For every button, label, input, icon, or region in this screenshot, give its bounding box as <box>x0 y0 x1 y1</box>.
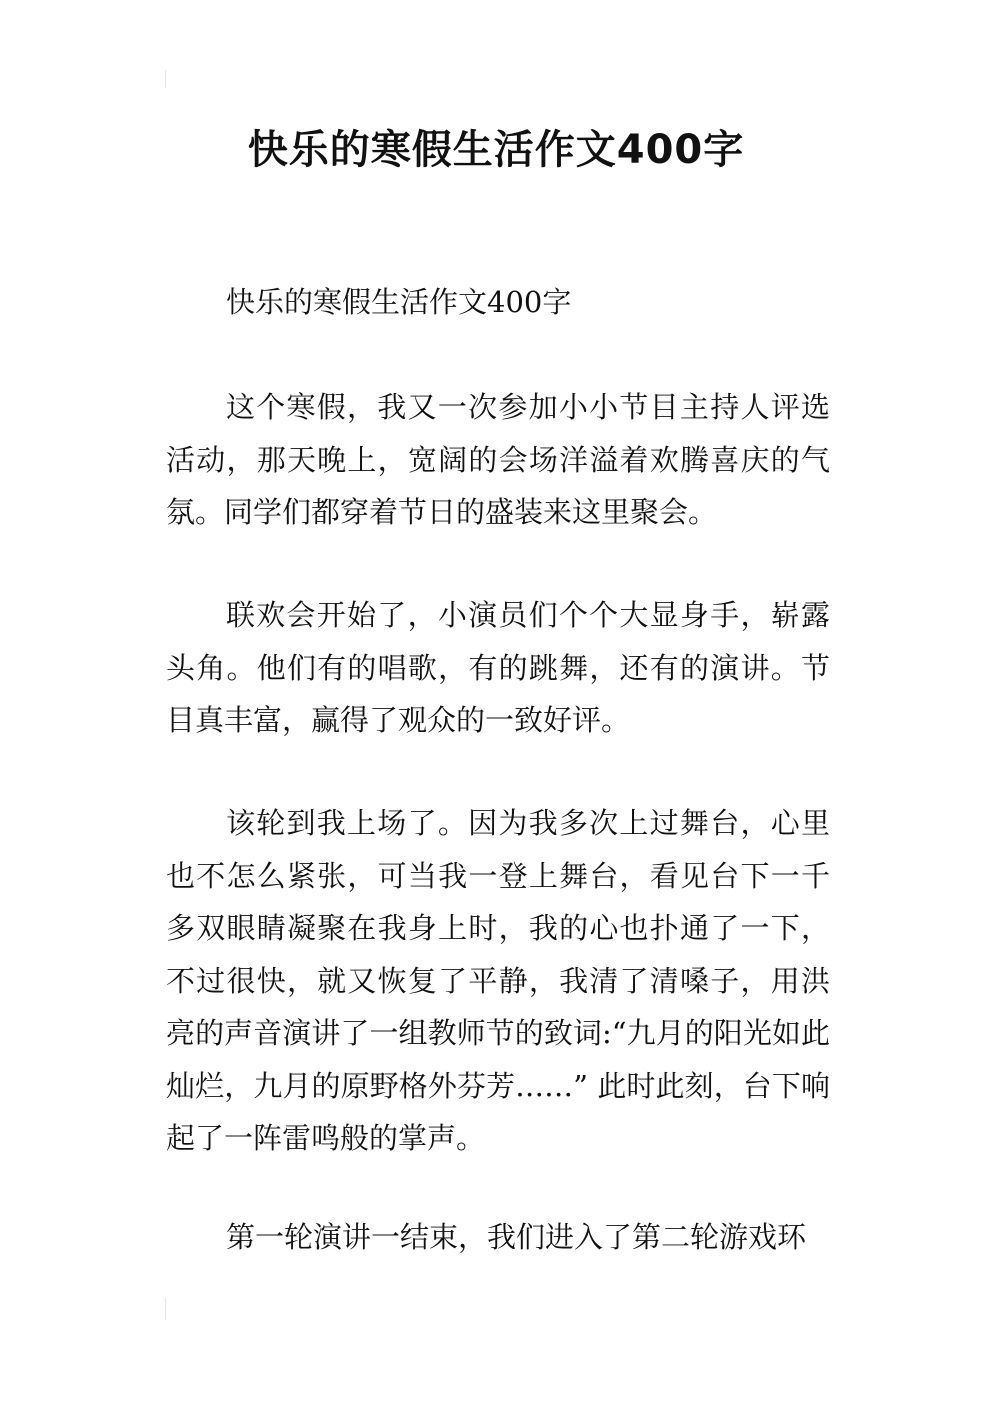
page-corner-mark-bottom <box>165 1298 166 1320</box>
paragraph-2: 联欢会开始了，小演员们个个大显身手，崭露头角。他们有的唱歌，有的跳舞，还有的演讲。节目真丰富，赢得了观众的一致好评。 <box>166 598 830 737</box>
paragraph-1: 这个寒假，我又一次参加小小节目主持人评选活动，那天晚上，宽阔的会场洋溢着欢腾喜庆的气氛。同学们都穿着节日的盛装来这里聚会。 <box>166 390 830 529</box>
document-title: 快乐的寒假生活作文400字 <box>247 127 745 173</box>
page-corner-mark-top <box>165 70 166 88</box>
paragraph-3: 该轮到我上场了。因为我多次上过舞台，心里也不怎么紧张，可当我一登上舞台，看见台下一千多双眼睛凝聚在我身上时，我的心也扑通了一下，不过很快，就又恢复了平静，我清了清嗓子，用洪亮的声音演讲了一组教师节的致词:“九月的阳光如此灿烂，九月的原野格外芬芳……” 此时此刻，台下响起了一阵雷鸣般的掌声。 <box>166 806 830 1155</box>
paragraph-4: 第一轮演讲一结束，我们进入了第二轮游戏环 <box>226 1220 807 1254</box>
document-subtitle: 快乐的寒假生活作文400字 <box>226 285 572 319</box>
